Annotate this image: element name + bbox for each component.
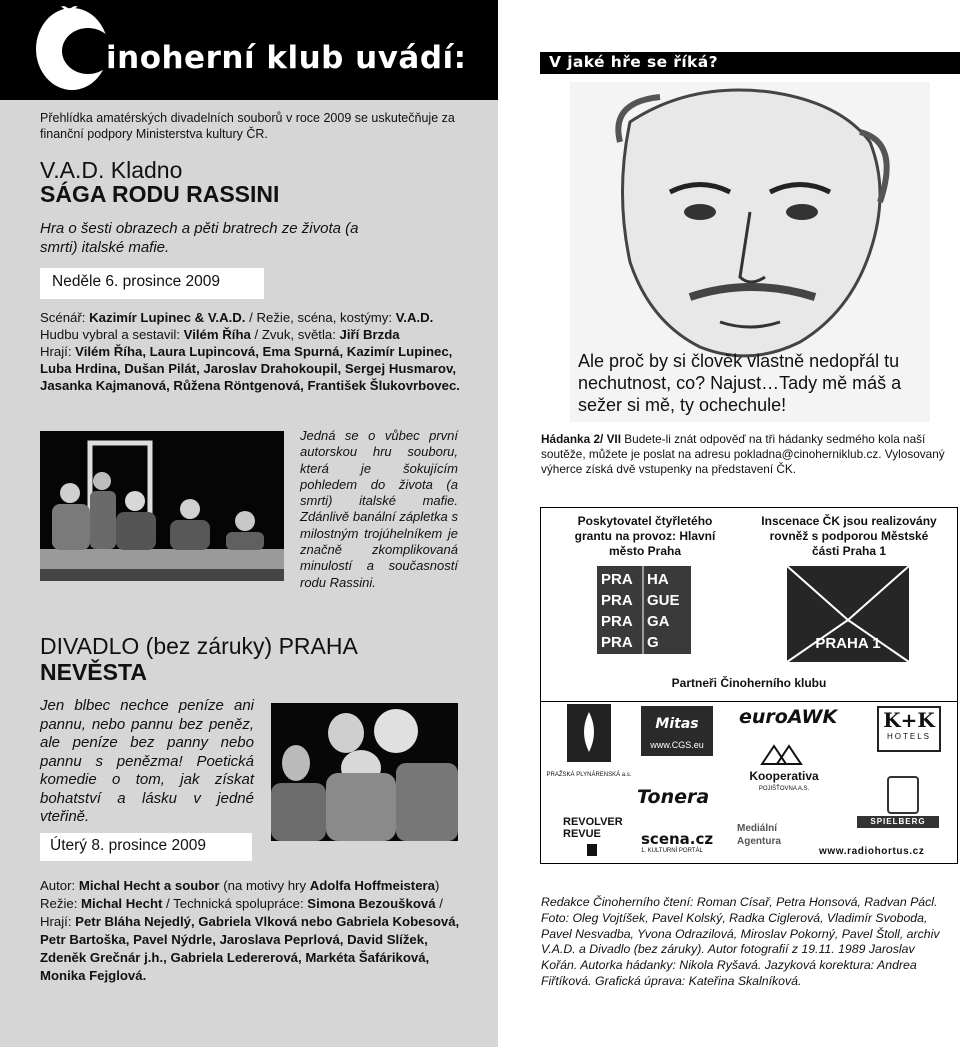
show2-credits bbox=[40, 877, 460, 985]
logo-hacek: ˇ bbox=[61, 2, 77, 33]
partners-title: Partneři Činoherního klubu bbox=[671, 676, 827, 690]
kk-sub: HOTELS bbox=[886, 732, 931, 741]
praha-logo-text: G bbox=[647, 634, 659, 651]
credit-part: Hudbu vybral a sestavil: bbox=[40, 327, 184, 342]
puzzle-text bbox=[541, 432, 959, 477]
show1-title: SÁGA RODU RASSINI bbox=[40, 181, 280, 207]
portrait-drawing bbox=[570, 82, 930, 422]
quote-line: Ale proč by si člověk vlastně nedopřál tu bbox=[578, 351, 900, 371]
mitas-url: www.CGS.eu bbox=[650, 740, 704, 750]
credit-part: Simona Bezoušková bbox=[307, 896, 436, 911]
show1-photo bbox=[40, 431, 284, 581]
quiz-portrait bbox=[570, 82, 930, 422]
show2-photo-image bbox=[271, 703, 458, 841]
tonera-logo: Tonera bbox=[637, 786, 710, 808]
show1-subtitle: Hra o šesti obrazech a pěti bratrech ze života (a smrti) italské mafie. bbox=[40, 220, 359, 256]
plynarenska-logo bbox=[546, 704, 632, 792]
revolver-mark-icon bbox=[587, 844, 597, 856]
show1-date-box bbox=[40, 268, 264, 299]
praha1-label: PRAHA 1 bbox=[815, 635, 881, 652]
show2-subtitle: Jen blbec nechce peníze ani pannu, nebo pannu bez peněz, ale peníze bez panny nebo pannu s penězma! Poetická komedie o tom, jak získat bohatství a lásku v jedné vteřině. bbox=[40, 697, 254, 825]
credit-part: Michal Hecht a soubor bbox=[78, 878, 220, 893]
credit-part: Vilém Říha, Laura Lupincová, Ema Spurná, Kazimír Lupinec, Luba Hrdina, Dušan Pilát, Jaroslav Drahokoupil, Sergej Husmarov, Jasanka Kajmanová, Růžena Röntgenová, František Šlukovrbovec. bbox=[40, 344, 460, 393]
mitas-label: Mitas bbox=[655, 716, 699, 732]
credit-part: / Zvuk, světla: bbox=[250, 327, 340, 342]
credit-part: Hrají: bbox=[40, 344, 76, 359]
praha-logo-text: PRA bbox=[601, 571, 633, 588]
sponsor-box bbox=[540, 507, 958, 702]
praha-logo-text: PRA bbox=[601, 634, 633, 651]
credit-part: / Hrají: bbox=[40, 896, 443, 929]
redakce-text: Redakce Činoherního čtení: Roman Císař, Petra Honsová, Radvan Pácl. Foto: Oleg Vojtíšek, Pavel Kolský, Radka Ciglerová, Vladimír Svoboda, Pavel Nesvadba, Yvona Odrazilová, Miroslav Pokorný, Pavel Štoll, archiv V.A.D. a Divadlo (bez záruky). Autor fotografií z 19.11. 1989 Jaroslav Kořán. Autorka hádanky: Nikola Ryšavá. Jazyková korektura: Andrea Fiřtíková. Grafická úprava: Kateřina Skalníková. bbox=[541, 895, 940, 988]
quiz-heading-bar bbox=[540, 52, 960, 74]
scena-logo: scena.cz bbox=[641, 830, 714, 848]
plynarenska-label: PRAŽSKÁ PLYNÁRENSKÁ a.s. bbox=[546, 772, 632, 778]
praha-logo-text: PRA bbox=[601, 592, 633, 609]
credit-part: Kazimír Lupinec & V.A.D. bbox=[89, 310, 246, 325]
credit-part: / Režie, scéna, kostýmy: bbox=[245, 310, 396, 325]
kk-label: K+K bbox=[883, 708, 935, 732]
praha-logo bbox=[597, 566, 691, 654]
show2-photo bbox=[271, 703, 458, 841]
credit-part: / Technická spolupráce: bbox=[162, 896, 308, 911]
credit-part: Autor: bbox=[40, 878, 79, 893]
credit-part: Michal Hecht bbox=[81, 896, 163, 911]
kooperativa-label: Kooperativa bbox=[749, 769, 819, 783]
revolver-revue-logo: REVOLVER REVUE bbox=[563, 816, 623, 840]
credit-part: Petr Bláha Nejedlý, Gabriela Vlková nebo Gabriela Kobesová, Petr Bartoška, Pavel Nýdrle, Jaroslava Peprlová, David Slížek, Zdeněk Grečnár j.h., Gabriela Ledererová, Markéta Šafáriková, Monika Fejglová. bbox=[40, 914, 460, 983]
radiohortus-logo: www.radiohortus.cz bbox=[819, 846, 925, 857]
praha-logo-text: HA bbox=[647, 571, 669, 588]
praha-logo-text: PRA bbox=[601, 613, 633, 630]
show2-date: Úterý 8. prosince 2009 bbox=[50, 837, 206, 854]
show1-date: Neděle 6. prosince 2009 bbox=[52, 273, 221, 290]
quote-line: sežer si mě, ty ochechule! bbox=[578, 395, 787, 415]
spielberg-logo: SPIELBERG bbox=[857, 816, 939, 828]
quote-line: nechutnost, co? Najust…Tady mě máš a bbox=[578, 373, 902, 393]
praha1-logo bbox=[787, 566, 909, 662]
kooperativa-sub: POJIŠŤOVNA A.S. bbox=[758, 786, 810, 792]
show2-date-box bbox=[40, 833, 252, 861]
show1-description: Jedná se o vůbec první autorskou hru souboru, která je šokujícím pohledem do života (a smrti) italské mafie. Zdánlivě banální zápletka s milostným trojúhelníkem je značně zkomplikovaná minulostí a současností rodu Rassini. bbox=[300, 428, 458, 590]
show1-credits bbox=[40, 309, 470, 394]
partners-box bbox=[540, 696, 958, 864]
page-header bbox=[0, 0, 498, 100]
praha-logo-text: GA bbox=[647, 613, 670, 630]
intro-text: Přehlídka amatérských divadelních souborů v roce 2009 se uskutečňuje za finanční podpory Ministerstva kultury ČR. bbox=[40, 111, 455, 141]
show1-photo-image bbox=[40, 431, 284, 581]
credit-part: Jiří Brzda bbox=[339, 327, 400, 342]
credit-part: Scénář: bbox=[40, 310, 90, 325]
show2-company: DIVADLO (bez záruky) PRAHA bbox=[40, 633, 358, 659]
quiz-heading: V jaké hře se říká? bbox=[549, 53, 719, 71]
header-title: inoherní klub uvádí: bbox=[106, 40, 467, 76]
media-agentura-logo: Mediální Agentura bbox=[737, 823, 781, 847]
show1-company: V.A.D. Kladno bbox=[40, 157, 183, 183]
puzzle-body: Budete-li znát odpověď na tři hádanky sedmého kola naší soutěže, můžete je poslat na adresu pokladna@cinoherniklub.cz. Vylosovaný výherce získá dvě vstupenky na představení ČK. bbox=[541, 432, 945, 476]
scena-sub: 1. KULTURNÍ PORTÁL bbox=[641, 848, 703, 854]
kooperativa-logo bbox=[739, 744, 829, 794]
credit-part: (na motivy hry bbox=[219, 878, 310, 893]
sponsor-left-text: Poskytovatel čtyřletého grantu na provoz: Hlavní město Praha bbox=[574, 514, 716, 558]
credit-part: ) Režie: bbox=[40, 878, 440, 911]
credit-part: V.A.D. bbox=[395, 310, 434, 325]
praha-logo-text: GUE bbox=[647, 592, 680, 609]
puzzle-label: Hádanka 2/ VII bbox=[541, 432, 621, 446]
spielberg-emblem bbox=[887, 776, 919, 814]
kk-hotels-logo bbox=[877, 706, 941, 752]
mitas-logo bbox=[641, 706, 713, 756]
credit-part: Adolfa Hoffmeistera bbox=[309, 878, 436, 893]
show2-title: NEVĚSTA bbox=[40, 659, 147, 685]
credit-part: Vilém Říha bbox=[183, 327, 251, 342]
euroawk-logo: euroAWK bbox=[739, 706, 838, 728]
sponsor-right-text: Inscenace ČK jsou realizovány rovněž s podporou Městské části Praha 1 bbox=[761, 514, 937, 558]
